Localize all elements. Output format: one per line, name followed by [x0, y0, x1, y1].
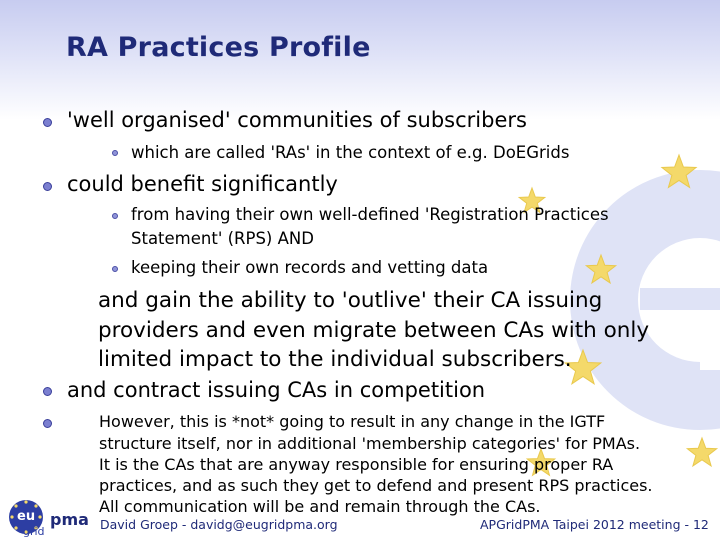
- bullet-text-continued: It is the CAs that are anyway responsible for ensuring proper RA: [99, 455, 614, 474]
- star-icon: [687, 438, 716, 466]
- sub-bullet-text: which are called 'RAs' in the context of e.g. DoEGrids: [131, 143, 570, 162]
- eugridpma-logo: [6, 497, 90, 537]
- svg-text:grid: grid: [23, 525, 45, 537]
- bullet-dot: [43, 419, 52, 428]
- bullet-dot: [43, 182, 52, 191]
- bullet-text: and contract issuing CAs in competition: [67, 378, 486, 402]
- bullet-dot: [43, 387, 52, 396]
- sub-bullet-text: keeping their own records and vetting data: [131, 258, 489, 277]
- sub-bullet-text: from having their own well-defined 'Registration Practices: [131, 205, 609, 224]
- bullet-text-continued: structure itself, nor in additional 'membership categories' for PMAs.: [99, 434, 641, 453]
- sub-bullet-dot: [112, 266, 118, 272]
- footer-meeting-page: APGridPMA Taipei 2012 meeting - 12: [480, 517, 709, 532]
- svg-text:pma: pma: [50, 510, 89, 529]
- svg-text:eu: eu: [17, 509, 36, 524]
- continuation-text: limited impact to the individual subscribers.: [98, 347, 572, 372]
- continuation-text: and gain the ability to 'outlive' their CA issuing: [98, 288, 603, 313]
- footer-author: David Groep - davidg@eugridpma.org: [100, 517, 338, 532]
- sub-bullet-dot: [112, 150, 118, 156]
- bullet-text: could benefit significantly: [67, 172, 338, 196]
- bullet-text-continued: All communication will be and remain through the CAs.: [99, 497, 541, 516]
- bullet-text-continued: practices, and as such they get to defend and present RPS practices.: [99, 476, 653, 495]
- bullet-dot: [43, 118, 52, 127]
- sub-bullet-text-continued: Statement' (RPS) AND: [131, 229, 314, 248]
- continuation-text: providers and even migrate between CAs with only: [98, 318, 650, 343]
- bullet-text: 'well organised' communities of subscribers: [67, 108, 527, 132]
- sub-bullet-dot: [112, 213, 118, 219]
- bullet-text: However, this is *not* going to result in any change in the IGTF: [99, 412, 606, 431]
- slide-title: RA Practices Profile: [66, 32, 371, 63]
